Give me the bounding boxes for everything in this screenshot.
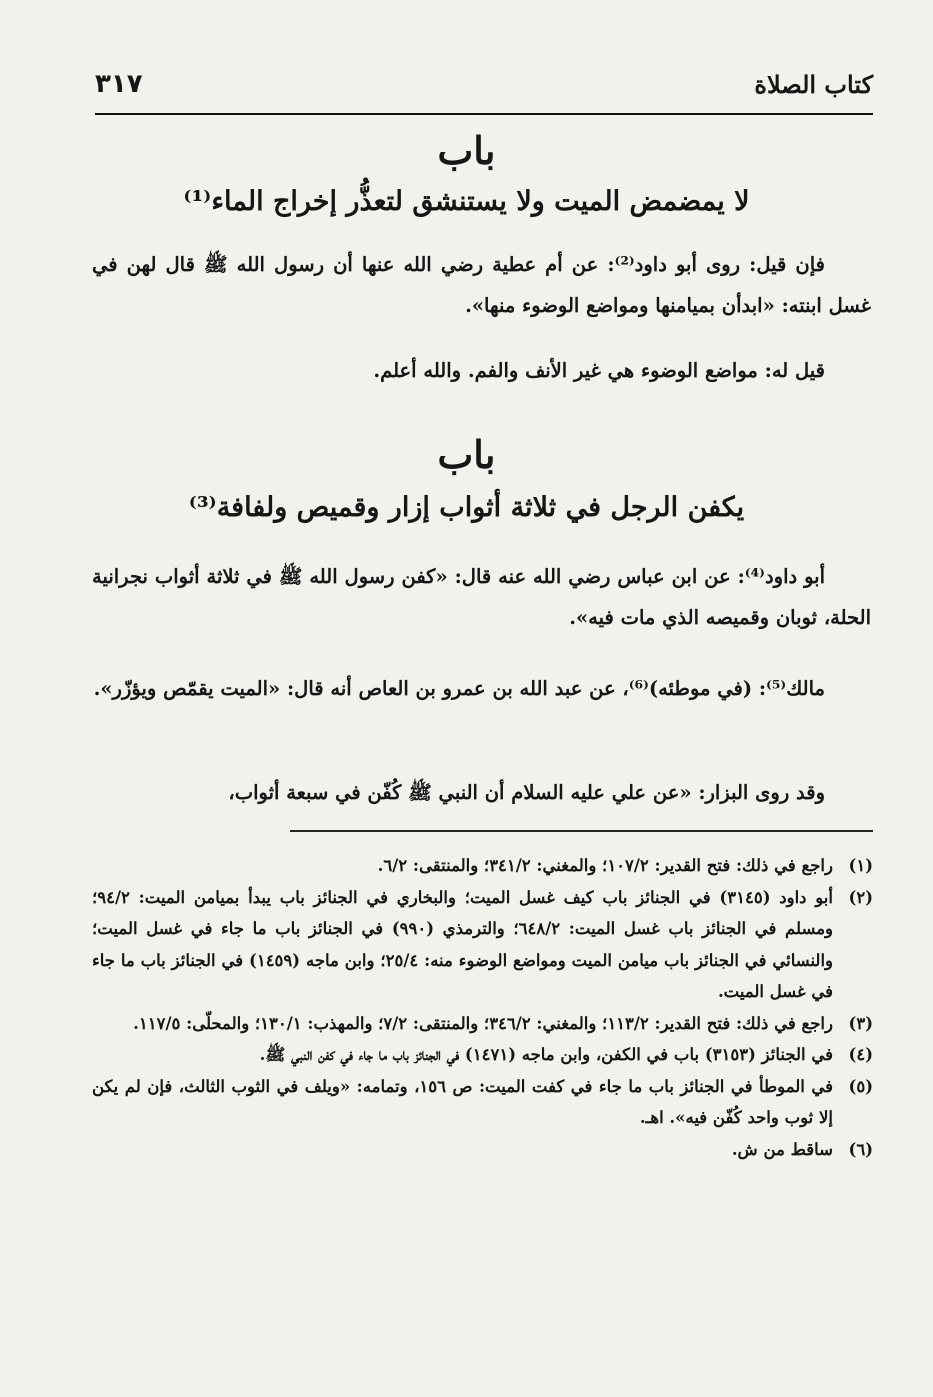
- footnote-item: [92, 1008, 873, 1040]
- footnote-text: في الجنائز (٣١٥٣) باب في الكفن، وابن ماجه (١٤٧١) في الجنائز باب ما جاء في كفن النبي ﷺ.: [259, 1045, 833, 1064]
- footnote-text: أبو داود (٣١٤٥) في الجنائز باب كيف غسل الميت؛ والبخاري في الجنائز باب يبدأ بميامن الميت: ٩٤/٢؛ ومسلم في الجنائز باب غسل الميت: ٦٤٨/٢؛ والترمذي (٩٩٠) في الجنائز باب ما جاء في غسل الميت؛ والنسائي في الجنائز باب ميامن الميت ومواضع الوضوء منه: ٢٥/٤؛ وابن ماجه (١٤٥٩) في الجنائز باب ما جاء في غسل الميت.: [92, 887, 834, 1001]
- footnote-text: راجع في ذلك: فتح القدير: ١١٣/٢؛ والمغني: ٣٤٦/٢؛ والمنتقى: ٧/٢؛ والمهذب: ١٣٠/١؛ والمحلّى: ١١٧/٥.: [133, 1013, 833, 1033]
- footnote-item: [92, 1071, 873, 1134]
- chapter-title-2: يكفن الرجل في ثلاثة أثواب إزار وقميص ولفافة⁽³⁾: [188, 492, 745, 523]
- chapter-heading-1: باب: [437, 128, 496, 173]
- footnote-item: [92, 1134, 873, 1166]
- page-number: ٣١٧: [95, 69, 143, 99]
- paragraph-3: أبو داود⁽⁴⁾: عن ابن عباس رضي الله عنه قال: «كفن رسول الله ﷺ في ثلاثة أثواب نجرانية الحلة، ثوبان وقميصه الذي مات فيه».: [92, 565, 871, 629]
- chapter-title-1: لا يمضمض الميت ولا يستنشق لتعذُّر إخراج الماء⁽¹⁾: [183, 186, 750, 217]
- footnote-number: (٦): [848, 1139, 873, 1159]
- footnote-item: [92, 882, 873, 1008]
- paragraph-5: وقد روى البزار: «عن علي عليه السلام أن النبي ﷺ كُفّن في سبعة أثواب،: [228, 781, 825, 804]
- footnote-text: ساقط من ش.: [731, 1139, 833, 1159]
- footnote-number: (٢): [848, 887, 873, 907]
- footnotes: [92, 850, 873, 1165]
- footnote-number: (٣): [848, 1013, 873, 1033]
- footnote-number: (١): [848, 856, 873, 875]
- footnote-item: [92, 850, 873, 882]
- chapter-heading-2: باب: [437, 432, 496, 477]
- book-title: كتاب الصلاة: [754, 69, 873, 99]
- running-header: [95, 62, 873, 106]
- paragraph-1: فإن قيل: روى أبو داود⁽²⁾: عن أم عطية رضي الله عنها أن رسول الله ﷺ قال لهن في غسل ابنته: «ابدأن بميامنها ومواضع الوضوء منها».: [92, 253, 871, 317]
- footnote-number: (٤): [848, 1045, 873, 1064]
- paragraph-4: مالك⁽⁵⁾: (في موطئه)⁽⁶⁾، عن عبد الله بن عمرو بن العاص أنه قال: «الميت يقمّص ويؤزّر».: [93, 677, 825, 700]
- footnote-number: (٥): [848, 1076, 873, 1096]
- paragraph-2: قيل له: مواضع الوضوء هي غير الأنف والفم. والله أعلم.: [373, 359, 825, 382]
- header-rule: [95, 113, 873, 115]
- footnote-text: راجع في ذلك: فتح القدير: ١٠٧/٢؛ والمغني: ٣٤١/٢؛ والمنتقى: ٦/٢.: [377, 856, 833, 875]
- footnote-rule: [290, 830, 873, 832]
- footnote-item: [92, 1039, 873, 1071]
- footnote-text: في الموطأ في الجنائز باب ما جاء في كفت الميت: ص ١٥٦، وتمامه: «ويلف في الثوب الثالث، فإن لم يكن إلا ثوب واحد كُفّن فيه». اهـ.: [92, 1076, 833, 1127]
